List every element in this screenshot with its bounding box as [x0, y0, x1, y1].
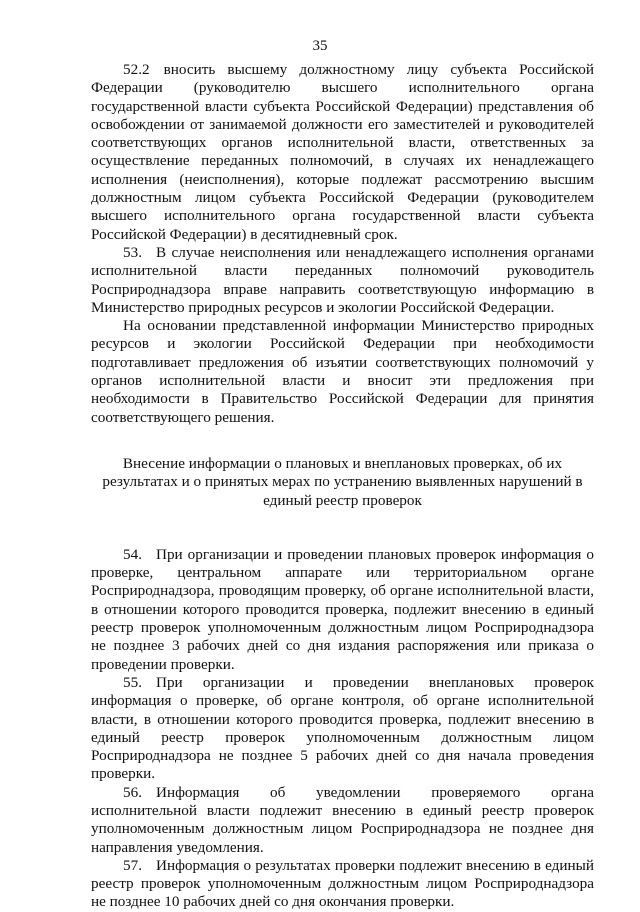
paragraph-55 [91, 674, 594, 784]
paragraph-53 [91, 244, 594, 317]
paragraph-54 [91, 546, 594, 674]
paragraph-number: 56. [123, 783, 142, 801]
paragraph-number: 57. [123, 856, 142, 874]
paragraph-text: Информация об уведомлении проверяемого органа исполнительной власти подлежит внесению в единый реестр проверок уполномоченным должностным лицом Росприроднадзора не позднее дня направления уведомления. [91, 783, 594, 856]
paragraph-text: При организации и проведении плановых проверок информация о проверке, центральном аппарате или территориальном органе Росприроднадзора, проводящим проверку, об органе исполнительной власти, в отношении которого проводится проверка, подлежит внесению в единый реестр проверок уполномоченным должностным лицом Росприроднадзора не позднее 3 рабочих дней со дня издания распоряжения или приказа о проведении проверки. [91, 545, 594, 673]
document-body [91, 61, 594, 912]
page-number: 35 [312, 38, 328, 54]
paragraph-56 [91, 784, 594, 857]
paragraph-text: Информация о результатах проверки подлежит внесению в единый реестр проверок уполномоченным должностным лицом Росприроднадзора не позднее 10 рабочих дней со дня окончания проверки. [91, 856, 594, 911]
paragraph-text: На основании представленной информации Министерство природных ресурсов и экологии Российской Федерации при необходимости подготавливает предложения об изъятии соответствующих полномочий у органов исполнительной власти и вносит эти предложения при необходимости в Правительство Российской Федерации для принятия соответствующего решения. [91, 317, 594, 426]
paragraph-53-continuation [91, 317, 594, 427]
paragraph-text: вносить высшему должностному лицу субъекта Российской Федерации (руководителю высшего исполнительного органа государственной власти субъекта Российской Федерации) представления об освобождении от занимаемой должности его заместителей и руководителей соответствующих органов исполнительной власти, ответственных за осуществление переданных полномочий, в случаях их ненадлежащего исполнения (неисполнения), которые подлежат рассмотрению высшим должностным лицом субъекта Российской Федерации (руководителем высшего исполнительного органа государственной власти субъекта Российской Федерации) в десятидневный срок. [91, 61, 594, 243]
paragraph-number: 53. [123, 243, 142, 261]
paragraph-number: 54. [123, 545, 142, 563]
paragraph-number: 52.2 [123, 61, 150, 78]
paragraph-52-2 [91, 61, 594, 244]
section-heading: Внесение информации о плановых и внеплановых проверках, об их результатах и о принятых мерах по устранению выявленных нарушений в единый реестр проверок [102, 454, 583, 509]
paragraph-text: При организации и проведении внеплановых проверок информация о проверке, об органе контроля, об органе исполнительной власти, в отношении которого проводится проверка, подлежит внесению в единый реестр проверок уполномоченным должностным лицом Росприроднадзора не позднее 5 рабочих дней со дня начала проведения проверки. [91, 673, 594, 783]
paragraph-number: 55. [123, 673, 142, 691]
paragraph-57 [91, 857, 594, 912]
paragraph-text: В случае неисполнения или ненадлежащего исполнения органами исполнительной власти переданных полномочий руководитель Росприроднадзора вправе направить соответствующую информацию в Министерство природных ресурсов и экологии Российской Федерации. [91, 243, 594, 316]
